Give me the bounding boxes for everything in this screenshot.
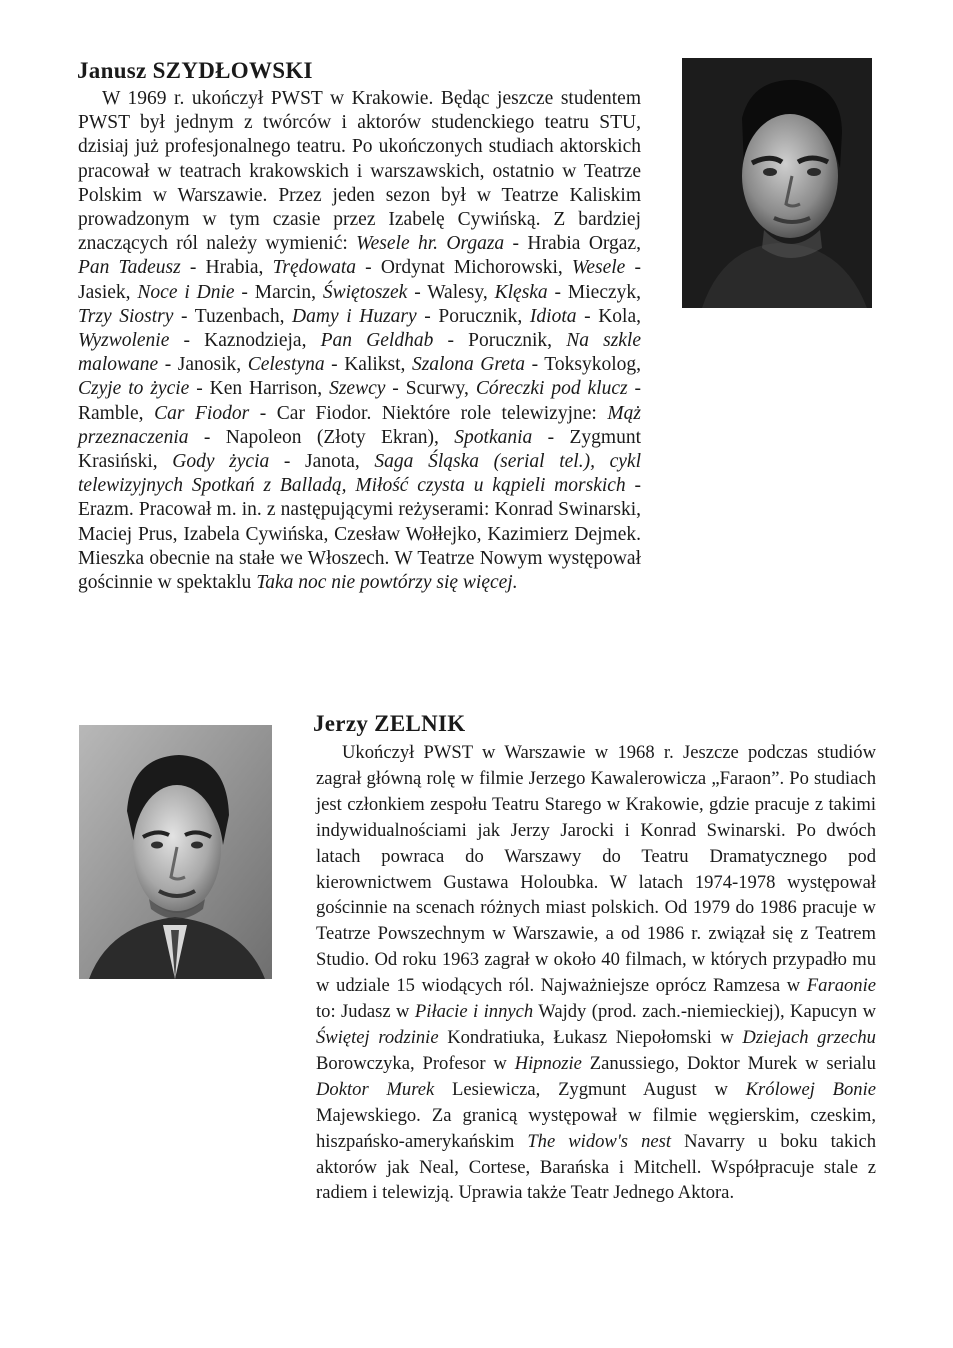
text-run: Zanussiego, Doktor Murek w serialu (581, 1052, 876, 1074)
text-run: - Ordynat Michorowski, (356, 257, 572, 279)
italic-title: Dziejach grzechu (742, 1026, 876, 1048)
text-run: - Scurwy, (385, 378, 476, 400)
italic-title: Taka noc nie powtórzy się więcej. (256, 572, 518, 594)
italic-title: The widow's nest (527, 1130, 672, 1152)
text-run: - Erazm. Pracował m. in. z następującymi reżyserami: Konrad Swinarski, Maciej Prus, Izabela Cywińska, Czesław Wołłejko, Kazimierz Dejmek. Mieszka obecnie na stałe we Włoszech. W Teatrze Nowym występował gościnnie w spektaklu (78, 475, 641, 594)
italic-title: Faraonie (806, 975, 876, 997)
italic-title: Czyje to życie (78, 378, 190, 400)
italic-title: Pan Geldhab (320, 330, 434, 352)
text-run: - Porucznik, (433, 330, 567, 352)
text-run: - Jasiek, (78, 257, 641, 303)
bio-name-zelnik: Jerzy ZELNIK (313, 711, 466, 736)
bio-name-szydlowski: Janusz SZYDŁOWSKI (77, 58, 313, 83)
portrait-photo-zelnik (79, 725, 272, 979)
italic-title: Spotkania (454, 426, 533, 448)
text-run: - Kola, (576, 305, 641, 327)
text-run: - Ken Harrison, (189, 378, 330, 400)
text-run: Navarry u boku takich aktorów jak Neal, Cortese, Barańska i Mitchell. Współpracuje stale z radiem i telewizją. Uprawia także Teatr Jednego Aktora. (316, 1130, 877, 1204)
italic-title: Szalona Greta (411, 354, 526, 376)
text-run: - Car Fiodor. Niektóre role telewizyjne: (249, 402, 608, 424)
italic-title: Wesele (571, 257, 626, 279)
text-run: - Napoleon (Złoty Ekran), (188, 426, 455, 448)
bio-text-szydlowski (78, 87, 641, 595)
italic-title: Świętoszek (322, 281, 408, 303)
italic-title: Trędowata (272, 257, 357, 279)
italic-title: Świętej rodzinie (316, 1026, 439, 1048)
italic-title: Piłacie i innych (414, 1001, 534, 1023)
bio-text-zelnik (316, 740, 876, 1206)
italic-title: Damy i Huzary (292, 305, 417, 327)
italic-title: Doktor Murek (316, 1078, 435, 1100)
italic-title: Klęska (494, 281, 548, 303)
text-run: Majewskiego. Za granicą występował w filmie węgierskim, czeskim, hiszpańsko-amerykańskim (316, 1104, 876, 1152)
text-run: - Ramble, (78, 378, 641, 424)
text-run: - Janota, (269, 451, 375, 473)
text-run: - Janosik, (158, 354, 248, 376)
text-run: - Hrabia, (180, 257, 273, 279)
text-run: Ukończył PWST w Warszawie w 1968 r. Jeszcze podczas studiów zagrał główną rolę w filmie Jerzego Kawalerowicza „Faraon”. Po studiach jest członkiem zespołu Teatru Starego w Krakowie, gdzie pracuje z takimi indywidualnościami jak Jerzy Jarocki i Konrad Swinarski. Po dwóch latach powraca do Warszawy do Teatru Dramatycznego pod kierownictwem Gustawa Holoubka. W latach 1974-1978 występował gościnnie na scenach różnych miast polskich. Od 1979 do 1986 pracuje w Teatrze Powszechnym w Warszawie, a od 1986 r. związał się z Teatrem Studio. Od roku 1963 zagrał w około 40 filmach, w których przypadło mu w udziale 15 wiodących ról. Najważniejsze oprócz Ramzesa w (316, 742, 876, 997)
text-run: - Hrabia Orgaz, (504, 233, 641, 255)
text-run: Lesiewicza, Zygmunt August w (434, 1078, 746, 1100)
italic-title: Wesele hr. Orgaza (356, 233, 505, 255)
text-run: - Toksykolog, (525, 354, 641, 376)
italic-title: Królowej Bonie (745, 1078, 876, 1100)
text-run: - Zygmunt Krasiński, (78, 426, 641, 473)
italic-title: Saga Śląska (serial tel.), cykl telewizyjnych Spotkań z Balladą, Miłość czysta u kąpieli morskich (78, 451, 641, 497)
italic-title: Noce i Dnie (137, 281, 235, 303)
text-run: - Porucznik, (416, 305, 530, 327)
portrait-zelnik-image (79, 725, 272, 979)
italic-title: Pan Tadeusz (78, 257, 181, 279)
text-run: W 1969 r. ukończył PWST w Krakowie. Będąc jeszcze studentem PWST był jednym z twórców i aktorów studenckiego teatru STU, dzisiaj już profesjonalnego teatru. Po ukończonych studiach aktorskich pracował w teatrach krakowskich i warszawskich, ostatnio w Teatrze Polskim w Warszawie. Przez jeden sezon był w Teatrze Kaliskim prowadzonym w tym czasie przez Izabelę Cywińską. Z bardziej znaczących ról należy wymienić: (78, 88, 641, 255)
text-run: - Kalikst, (324, 354, 412, 376)
italic-title: Gody życia (172, 451, 270, 473)
italic-title: Idiota (529, 305, 577, 327)
italic-title: Mąż przeznaczenia (78, 402, 641, 448)
text-run: - Walesy, (407, 281, 495, 303)
italic-title: Szewcy (329, 378, 386, 400)
italic-title: Car Fiodor (154, 402, 250, 424)
text-run: Kondratiuka, Łukasz Niepołomski w (438, 1026, 743, 1048)
italic-title: Celestyna (247, 354, 325, 376)
text-run: - Mieczyk, (547, 281, 642, 303)
text-run: - Marcin, (234, 281, 323, 303)
text-run: - Tuzenbach, (173, 305, 293, 327)
italic-title: Trzy Siostry (78, 305, 174, 327)
portrait-szydlowski-image (682, 58, 872, 308)
portrait-photo-szydlowski (682, 58, 872, 308)
italic-title: Wyzwolenie (78, 330, 170, 352)
italic-title: Na szkle malowane (78, 330, 642, 376)
text-run: Borowczyka, Profesor w (316, 1052, 515, 1074)
text-run: to: Judasz w (316, 1001, 415, 1023)
italic-title: Córeczki pod klucz (475, 378, 628, 400)
text-run: Wajdy (prod. zach.-niemieckiej), Kapucyn w (533, 1001, 876, 1023)
italic-title: Hipnozie (514, 1052, 582, 1074)
text-run: - Kaznodzieja, (169, 330, 321, 352)
